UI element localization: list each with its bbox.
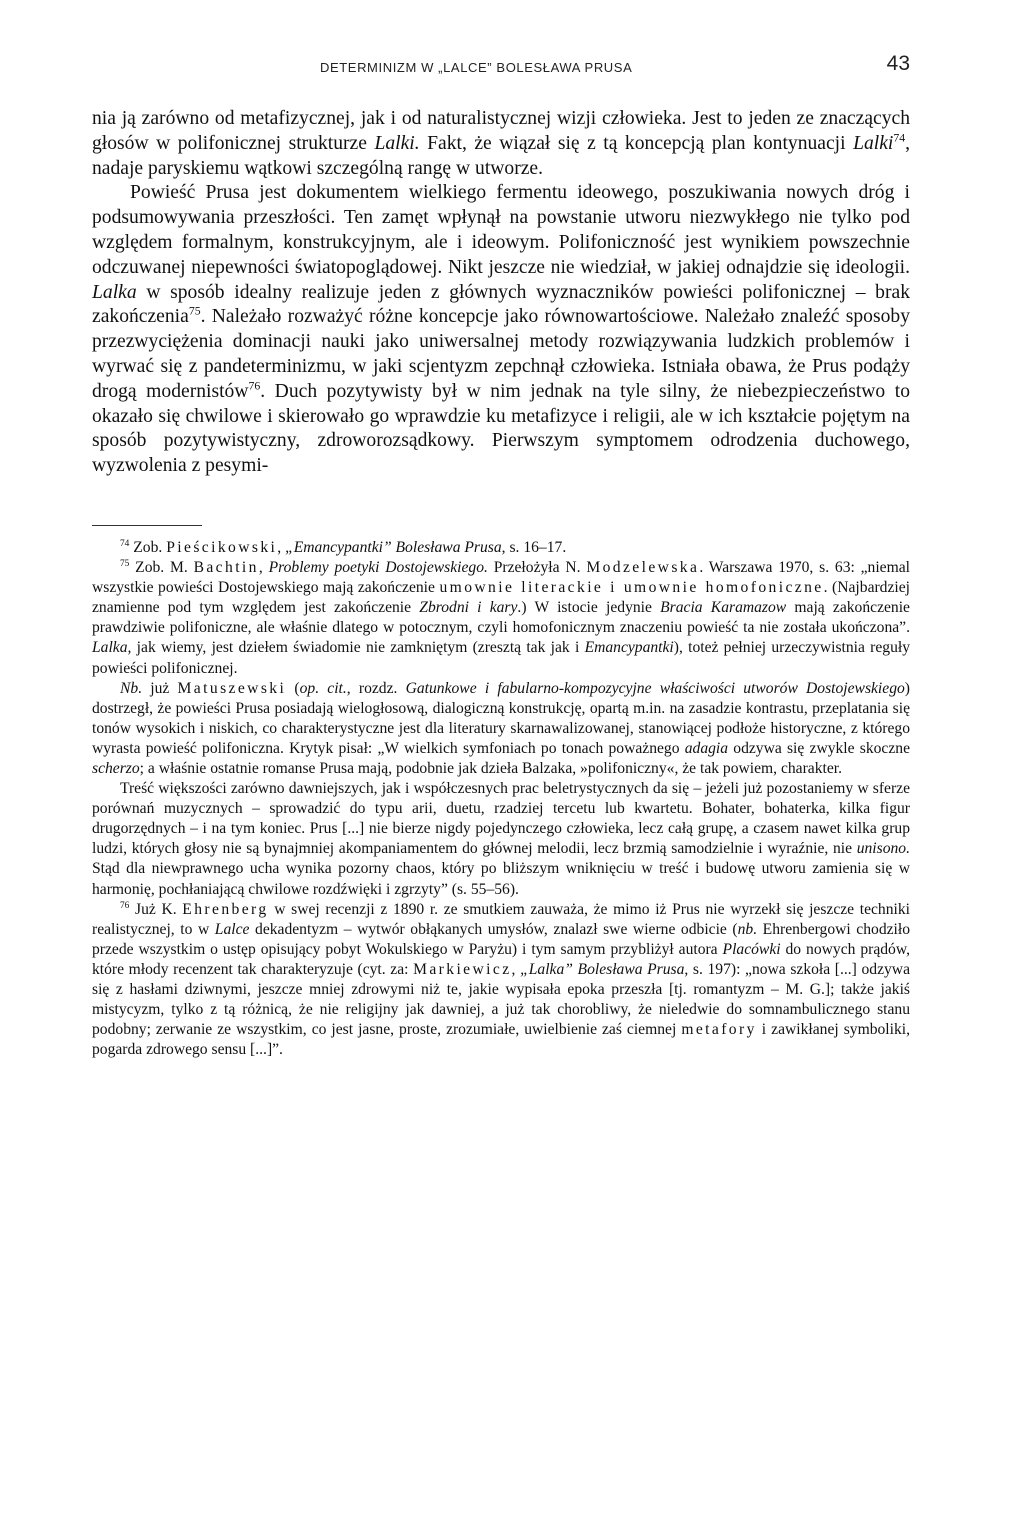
spaced-emphasis: metafory <box>681 1021 757 1039</box>
text-span: dekadentyzm – wytwór obłąkanych umysłów, znalazł swe wierne odbicie ( <box>249 920 738 938</box>
spaced-name: Markiewicz <box>413 960 512 978</box>
footnote-number: 76 <box>120 900 130 911</box>
spaced-name: Bachtin <box>193 559 259 577</box>
page-number: 43 <box>886 52 910 75</box>
italic-title: Lalce <box>214 920 250 938</box>
text-span: ( <box>286 679 300 697</box>
italic-title: „Lalka” Bolesława Prusa <box>520 960 685 978</box>
footnotes <box>92 538 910 1060</box>
text-span: Ehrenbergowi chodziło przede wszystkim o ustęp opisujący pobyt Wokulskiego w Paryżu) i tym samym przybliżył autora <box>92 920 910 958</box>
page-header <box>92 48 910 80</box>
footnote-number: 75 <box>120 558 130 569</box>
text-span: ) dostrzegł, że powieści Prusa posiadają wielogłosową, dialogiczną konstrukcję, opartą m.in. na zasadzie kontrastu, przeplatania się tonów wysokich i niskich, co charakterystyczne jest dla literatury skarnawalizowanej, stanowiącej podłoże historyczne, z którego wyrasta powieść polifoniczna. Krytyk pisał: „W wielkich symfoniach po tonach poważnego <box>92 679 910 757</box>
footnote-75-paragraph-2 <box>92 679 910 779</box>
text-span: już <box>142 679 178 697</box>
footnote-ref: 75 <box>188 304 201 318</box>
footnote-divider <box>92 525 202 526</box>
text-span: , rozdz. <box>346 679 406 697</box>
text-span: , <box>258 559 269 577</box>
footnote-74 <box>92 538 910 558</box>
text-span: Powieść Prusa jest dokumentem wielkiego fermentu ideowego, poszukiwania nowych dróg i podsumowywania przeszłości. Ten zamęt wpłynął na powstanie utworu niezwykłego nie tylko pod względem formalnym, konstrukcyjnym, ale i ideowym. Polifoniczność jest wynikiem powszechnie odczuwanej niepewności światopoglądowej. Nikt jeszcze nie wiedział, w jakiej odnajdzie się ideologii. <box>92 182 910 278</box>
italic-term: adagia <box>684 739 729 757</box>
italic-abbrev: op. cit. <box>299 679 347 697</box>
spaced-emphasis: umownie literackie i umownie homofoniczne <box>439 579 824 597</box>
text-span: do nowych prądów, które młody recenzent tak charakteryzuje (cyt. za: <box>92 940 910 978</box>
footnote-75-paragraph-3 <box>92 779 910 900</box>
text-span: ; a właśnie ostatnie romanse Prusa mają, podobnie jak dzieła Balzaka, »polifoniczny«, że tak powiem, charakter. <box>139 759 842 777</box>
spaced-name: Modzelewska <box>586 559 700 577</box>
main-text <box>92 107 910 479</box>
text-span: , <box>511 960 521 978</box>
text-span: i zawikłanej symboliki, pogarda zdrowego sensu [...]”. <box>92 1021 910 1059</box>
footnote-number: 74 <box>120 538 130 549</box>
footnote-75 <box>92 558 910 679</box>
italic-term: scherzo <box>92 759 140 777</box>
text-span: Fakt, że wiązał się z tą koncepcją plan kontynuacji <box>419 132 854 154</box>
text-span: ), toteż pełniej urzeczywistnia reguły powieści polifonicznej. <box>92 639 910 677</box>
italic-title: Lalki. <box>374 132 420 154</box>
text-span: Przełożyła N. <box>487 559 587 577</box>
text-span: Treść większości zarówno dawniejszych, jak i współczesnych prac beletrystycznych da się – jeżeli już pozostaniemy w sferze porównań muzycznych – sprowadzić do typu arii, duetu, rzadziej tercetu lub kwartetu. Bohater, bohaterka, kilka figur drugorzędnych – i na tym koniec. Prus [...] nie bierze nigdy pojedynczego człowieka, lecz całą grupę, a czasem nawet kilka grup ludzi, których głosy nie są bynajmniej akompaniamentem do głównej melodii, lecz brzmią samodzielnie i wyraźnie, nie <box>92 780 910 858</box>
italic-title: Gatunkowe i fabularno-kompozycyjne właściwości utworów Dostojewskiego <box>405 679 905 697</box>
text-span: , <box>277 538 286 556</box>
text-span: Stąd dla niewprawnego ucha wynika pozorny chaos, który po bliższym wniknięciu w treść i budowę utworu zamienia się w harmonię, pochłaniającą chwilowe rozdźwięki i zgrzyty” (s. 55–56). <box>92 860 910 898</box>
text-span: , s. 16–17. <box>501 538 567 556</box>
text-span: w swej recenzji z 1890 r. ze smutkiem zauważa, że mimo iż Prus nie wyrzekł się jeszcze techniki realistycznej, to w <box>92 900 910 938</box>
text-span: odzywa się zwykle skoczne <box>728 739 910 757</box>
book-page <box>92 48 910 1060</box>
italic-title: Emancypantki <box>584 639 674 657</box>
text-span: . (Najbardziej znamienne pod tym względem jest zakończenie <box>92 579 910 617</box>
italic-abbrev: Nb. <box>120 679 143 697</box>
text-span: , s. 197): „nowa szkoła [...] odzywa się z hasłami dziwnymi, jeszcze mniej zdrowymi niż te, jakie wypisała epoka przeszła [tj. romantyzm – M. G.]; także jakiś mistycyzm, tylko z tą różnicą, że nie religijny jak dawniej, a już tak chorobliwy, że nieledwie do somnambulicznego stanu podobny; zerwanie ze wszystkim, co jest jasne, proste, zrozumiałe, uwielbienie zaś ciemnej <box>92 960 910 1039</box>
text-span: . Duch pozytywisty był w nim jednak na tyle silny, że niebezpieczeństwo to okazało się chwilowe i skierowało go wprawdzie ku metafizyce i religii, ale w ich kształcie pojętym na sposób pozytywistyczny, zdroworozsądkowy. Pierwszym symptomem odrodzenia duchowego, wyzwolenia z pesymi- <box>92 380 911 477</box>
italic-abbrev: nb. <box>737 920 758 938</box>
text-span: . Warszawa 1970, s. 63: „niemal wszystkie powieści Dostojewskiego mają zakończenie <box>92 559 910 597</box>
spaced-name: Matuszewski <box>177 679 287 697</box>
text-span: Już K. <box>129 900 183 918</box>
text-span: Zob. M. <box>129 559 194 577</box>
paragraph <box>92 181 910 479</box>
italic-term: unisono. <box>856 840 910 858</box>
running-title: DETERMINIZM W „LALCE” BOLESŁAWA PRUSA <box>320 60 633 75</box>
footnote-ref: 76 <box>248 379 261 393</box>
paragraph <box>92 107 910 181</box>
italic-title: Bracia Karamazow <box>660 599 787 617</box>
text-span: nia ją zarówno od metafizycznej, jak i od naturalistycznej wizji człowieka. Jest to jeden ze znaczących głosów w polifonicznej strukturze <box>92 108 910 154</box>
text-span: , nadaje paryskiemu wątkowi szczególną rangę w utworze. <box>92 132 911 179</box>
spaced-name: Pieścikowski <box>166 538 278 556</box>
footnote-ref: 74 <box>893 131 906 145</box>
footnote-76 <box>92 900 910 1061</box>
italic-title: „Emancypantki” Bolesława Prusa <box>285 538 502 556</box>
italic-title: Placówki <box>722 940 781 958</box>
text-span: jak wiemy, jest dziełem świadomie nie zamkniętym (zresztą tak jak i <box>131 639 585 657</box>
italic-title: Problemy poetyki Dostojewskiego. <box>268 559 488 577</box>
italic-title: Zbrodni i kary <box>419 599 518 617</box>
spaced-name: Ehrenberg <box>182 900 269 918</box>
italic-title: Lalka <box>92 281 137 303</box>
text-span: .) W istocie jedynie <box>517 599 661 617</box>
italic-title: Lalka, <box>92 639 132 657</box>
text-span: w sposób idealny realizuje jeden z głównych wyznaczników powieści polifonicznej – brak zakończenia <box>92 281 910 328</box>
text-span: . Należało rozważyć różne koncepcje jako równowartościowe. Należało znaleźć sposoby przezwyciężenia dominacji nauki jako uniwersalnej metody rozwiązywania ludzkich problemów i wyrwać się z pandeterminizmu, w jaki scjentyzm zepchnął człowieka. Istniała obawa, że Prus podąży drogą modernistów <box>92 306 910 402</box>
italic-title: Lalki <box>853 132 894 154</box>
text-span: Zob. <box>129 538 167 556</box>
text-span: mają zakończenie prawdziwie polifoniczne, ale właśnie dlatego w potocznym, czyli homofonicznym znaczeniu powieść ta nie została ukończona”. <box>92 599 910 637</box>
